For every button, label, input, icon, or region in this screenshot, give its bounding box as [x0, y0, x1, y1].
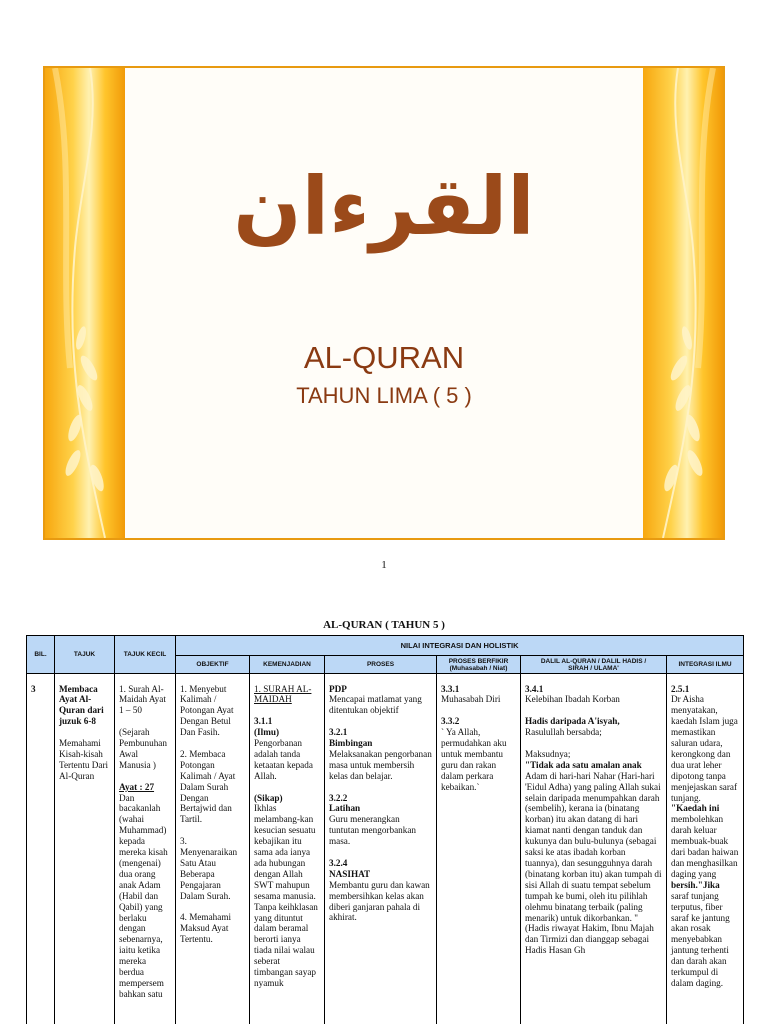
proses-number: 3.2.2 [329, 792, 348, 803]
proses-text: Guru menerangkan tuntutan mengorbankan masa. [329, 814, 417, 847]
cell-dalil [521, 684, 667, 1024]
header-kemenjadian: KEMENJADIAN [250, 656, 325, 674]
cell-tajuk-kecil [115, 684, 176, 1024]
header-dalil-label: DALIL AL-QURAN / DALIL HADIS / [540, 657, 647, 665]
proses-text: Melaksanakan pengorbanan masa untuk membersih kelas dan belajar. [329, 748, 432, 781]
document-title: AL-QURAN ( TAHUN 5 ) [323, 619, 445, 631]
integrasi-text: saraf tunjang terputus, fiber saraf ke jantung akan rosak menyebabkan jantung terhenti dan darah akan terkumpul di dalam daging. [671, 890, 730, 988]
berfikir-text: ` Ya Allah, permudahkan aku untuk membantu guru dan rakan dalam perkara kebaikan.` [441, 727, 507, 792]
proses-label: Latihan [329, 803, 361, 814]
ilmu-label: (Ilmu) [254, 727, 280, 738]
integrasi-quote: "Kaedah ini [671, 803, 720, 814]
maksudnya-label: Maksudnya; [525, 748, 571, 759]
objektif-item: 4. Memahami Maksud Ayat Tertentu. [180, 912, 232, 945]
objektif-item: 2. Membaca Potongan Kalimah / Ayat Dalam Surah Dengan Bertajwid dan Tartil. [180, 748, 236, 825]
proses-number: 3.2.4 [329, 857, 348, 868]
header-proses-berfikir-sub: (Muhasabah / Niat) [449, 664, 508, 672]
integrasi-text: Dr Aisha menyatakan, kaedah Islam juga memastikan saluran udara, kerongkong dan dua urat leher dipotong tanpa menjejaskan saraf tunjang. [671, 694, 738, 803]
page-number: 1 [381, 559, 387, 571]
dalil-number: 3.4.1 [525, 683, 544, 694]
sejarah-note: (Sejarah Pembunuhan Awal Manusia ) [119, 727, 167, 770]
hadis-quote-start: "Tidak ada satu amalan anak [525, 759, 642, 770]
cover-title: AL-QURAN [303, 340, 465, 375]
pdp-label: PDP [329, 683, 347, 694]
cell-tajuk [55, 684, 115, 1024]
berfikir-text: Muhasabah Diri [441, 694, 501, 705]
ilmu-text: Pengorbanan adalah tanda ketaatan kepada Allah. [254, 738, 313, 781]
cover-content [125, 68, 643, 538]
header-dalil [521, 656, 667, 674]
sikap-text: Ikhlas melambang-kan kesucian sesuatu kebajikan itu sama ada ianya ada hubungan dengan Allah SWT mahupun sesama manusia. Tanpa keihklasan yang dituntut dalam beramal berorti ianya tiada nilai walau seberat timbangan sayap nyamuk [254, 803, 318, 988]
berfikir-number: 3.3.1 [441, 683, 460, 694]
hadis-source: (Hadis riwayat Hakim, Ibnu Majah dan Tirmizi dan dianggap sebagai Hadis Hasan Gh [525, 923, 654, 956]
arabic-title: القرءان [233, 160, 535, 253]
berfikir-number: 3.3.2 [441, 716, 460, 727]
header-proses-berfikir [437, 656, 521, 674]
right-decorative-band [643, 68, 723, 538]
header-tajuk-kecil: TAJUK KECIL [115, 636, 176, 674]
surah-name: 1. Surah Al-Maidah Ayat 1 – 50 [119, 683, 166, 716]
header-bil: BIL. [27, 636, 55, 674]
proses-label: Bimbingan [329, 738, 373, 749]
header-nilai-integrasi: NILAI INTEGRASI DAN HOLISTIK [176, 636, 744, 656]
hadis-intro: Rasulullah bersabda; [525, 727, 602, 738]
cell-integrasi [667, 684, 744, 1024]
wheat-ornament-icon [643, 68, 723, 538]
ayat-text: Dan bacakanlah (wahai Muhammad) kepada mereka kisah (mengenai) dua orang anak Adam (Habil dan Qabil) yang berlaku dengan sebenarnya, iaitu ketika mereka berdua mempersem bahkan satu [119, 792, 168, 999]
integrasi-number: 2.5.1 [671, 683, 690, 694]
objektif-item: 3. Menyenaraikan Satu Atau Beberapa Pengajaran Dalam Surah. [180, 836, 238, 901]
integrasi-quote: bersih."Jika [671, 879, 720, 890]
sikap-label: (Sikap) [254, 792, 283, 803]
header-tajuk: TAJUK [55, 636, 115, 674]
integrasi-text: membolehkan darah keluar membuak-buak dari badan haiwan dan menghasilkan daging yang [671, 814, 739, 879]
objektif-item: 1. Menyebut Kalimah / Potongan Ayat Dengan Betul Dan Fasih. [180, 683, 234, 738]
tajuk-secondary: Memahami Kisah-kisah Tertentu Dari Al-Quran [59, 738, 109, 781]
cell-proses [325, 684, 437, 1024]
ayat-label: Ayat : 27 [119, 781, 155, 792]
tajuk-main: Membaca Ayat Al-Quran dari juzuk 6-8 [59, 683, 104, 727]
header-objektif: OBJEKTIF [176, 656, 250, 674]
left-decorative-band [45, 68, 125, 538]
pdp-text: Mencapai matlamat yang ditentukan objektif [329, 694, 422, 716]
cell-proses-berfikir [437, 684, 521, 1024]
cell-objektif [176, 684, 250, 1024]
proses-number: 3.2.1 [329, 727, 348, 738]
header-proses-berfikir-label: PROSES BERFIKIR [448, 657, 509, 665]
cover-page [43, 66, 725, 540]
kemenjadian-number: 3.1.1 [254, 716, 273, 727]
table-row [27, 684, 744, 1024]
header-proses: PROSES [325, 656, 437, 674]
dalil-title: Kelebihan Ibadah Korban [525, 694, 620, 705]
hadis-label: Hadis daripada A'isyah, [525, 716, 620, 727]
proses-label: NASIHAT [329, 868, 371, 879]
proses-text: Membantu guru dan kawan membersihkan kelas akan diberi ganjaran pahala di akhirat. [329, 879, 430, 923]
syllabus-table [26, 635, 744, 1024]
kemenjadian-heading: 1. SURAH AL-MAIDAH [254, 683, 312, 705]
hadis-text: Adam di hari-hari Nahar (Hari-hari 'Eidul Adha) yang paling Allah sukai selain daripada menumpahkan darah (sembelih), kerana ia (binatang korban) itu akan datang di hari kiamat nanti dengan tanduk dan kukunya dan bulu-bulunya (sebagai saksi ke atas ibadah korban tuannya), dan sesungguhnya darah (binatang korban itu) akan tumpah di sisi Allah di suatu tempat sebelum tumpah ke bumi, oleh itu pilihlah olehmu binatang terbaik (paling menarik) untuk dikorbankan. " [525, 770, 662, 923]
cell-bil: 3 [27, 684, 55, 1024]
header-dalil-sub: SIRAH / ULAMA' [568, 664, 619, 672]
wheat-ornament-icon [45, 68, 125, 538]
header-integrasi: INTEGRASI ILMU [667, 656, 744, 674]
cover-subtitle: TAHUN LIMA ( 5 ) [296, 383, 472, 408]
cell-kemenjadian [250, 684, 325, 1024]
